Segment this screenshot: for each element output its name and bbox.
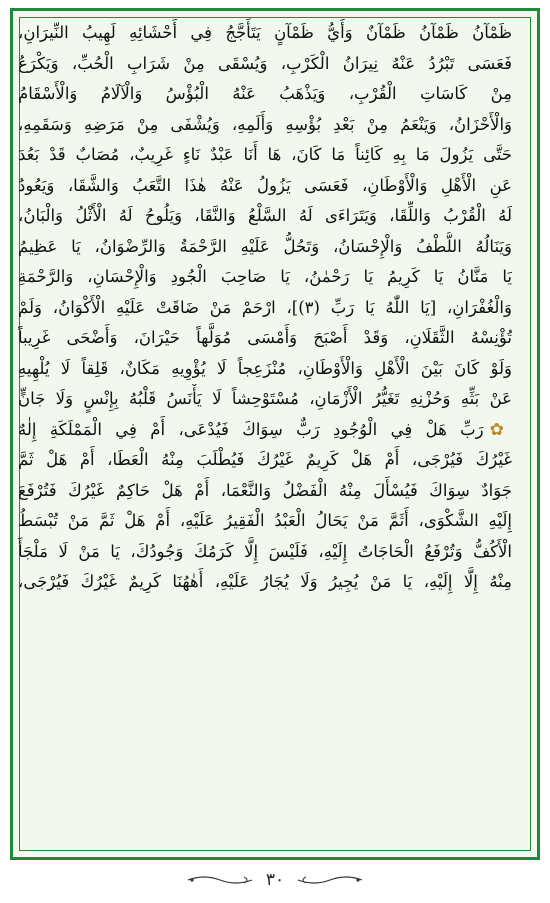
text-block	[18, 18, 512, 598]
text-line-19: مِنْهُ إِلَّا إِلَيْهِ، يَا مَنْ يُجِيرُ وَلَا يُجَارُ عَلَيْهِ، أَهٰهُنَا كَرِيمٌ غَيْرُكَ فَيُرْجَى،	[18, 572, 512, 591]
text-line-2: فَعَسَى تَبْرُدُ عَنْهُ نِيرَانُ الْكَرْبِ، وَيُسْقَى مِنْ شَرَابِ الْحُبِّ، وَيَكْرَعُ	[18, 53, 512, 73]
text-line-5: حَتَّى يَزُولَ مَا بِهِ كَائِناً مَا كَانَ، هَا أَنَا عَبْدٌ نَاءٍ غَرِيبٌ، مُصَابٌ قَدْ بَعُدَ	[18, 145, 512, 164]
text-line-6: عَنِ الْأَهْلِ وَالْأَوْطَانِ، فَعَسَى يَزُولُ عَنْهُ هٰذَا التَّعَبُ وَالشَّقَا، وَيَعُودُ	[18, 175, 512, 195]
text-line-9: يَا مَنَّانُ يَا كَرِيمُ يَا رَحْمٰنُ، يَا صَاحِبَ الْجُودِ وَالْإِحْسَانِ، وَالرَّحْمَةِ	[18, 267, 512, 286]
flower-marker-icon: ✿	[489, 419, 512, 440]
text-line-18: الْأَكُفُّ وَتُرْفَعُ الْحَاجَاتُ إِلَيْهِ، فَلَيْسَ إِلَّا كَرَمُكَ وَجُودُكَ، يَا مَنْ لَا مَلْجَأَ	[18, 541, 512, 561]
text-line-12: وَلَوْ كَانَ بَيْنَ الْأَهْلِ وَالْأَوْطَانِ، مُنْزَعِجاً لَا يُؤْوِيهِ مَكَانٌ، قَلِقاً لَا يُلْهِيهِ	[18, 358, 512, 378]
text-line-8: وَيَنَالُهُ اللُّطْفُ وَالْإِحْسَانُ، وَتَحُلُّ عَلَيْهِ الرَّحْمَةُ وَالرِّضْوَانُ، يَا عَظِيمُ	[18, 236, 512, 256]
page-footer	[0, 865, 550, 895]
text-line-13: عَنْ بَثِّهِ وَحُزْنِهِ تَغَيُّرُ الْأَزْمَانِ، مُسْتَوْحِشاً لَا يَأْنَسُ قَلْبُهُ بِإِنْسٍ وَلَا جَانٍّ	[18, 389, 512, 408]
footer-ornament-right-icon	[294, 873, 364, 887]
text-line-17: إِلَيْهِ الشَّكْوَى، أَثَمَّ مَنْ يَحَالُ الْعَبْدُ الْفَقِيرُ عَلَيْهِ، أَمْ هَلْ ثَمَّ مَنْ تُبْسَطُ	[18, 511, 512, 530]
text-line-11: تُؤْنِسْهُ الثَّقَلَانِ، وَقَدْ أَصْبَحَ وَأَمْسَى مُوَلَّهاً حَيْرَانَ، وَأَضْحَى غَرِيباً	[18, 328, 512, 347]
text-line-10: وَالْغُفْرَانِ، [يَا اللّٰهُ يَا رَبِّ (٣)]، ارْحَمْ مَنْ ضَاقَتْ عَلَيْهِ الْأَكْوَانُ، وَلَمْ	[18, 297, 512, 317]
page-number: ٣٠	[265, 870, 285, 890]
text-line-16: جَوَادٌ سِوَاكَ فَيُسْأَلَ مِنْهُ الْفَضْلُ وَالنَّعْمَا، أَمْ هَلْ حَاكِمٌ غَيْرُكَ فَتُرْفَعَ	[18, 480, 512, 500]
text-line-15: غَيْرُكَ فَيُرْجَى، أَمْ هَلْ كَرِيمٌ غَيْرُكَ فَيُطْلَبَ مِنْهُ الْعَطَا، أَمْ هَلْ ثَمَّ	[18, 450, 512, 469]
text-line-14	[18, 415, 512, 446]
text-line-7: لَهُ الْقُرْبُ وَاللِّقَا، وَيَتَرَاءَى لَهُ السَّلْعُ وَالنَّقَا، وَيَلُوحُ لَهُ الْأَثْلُ وَالْبَانُ،	[18, 206, 512, 225]
text-line-1: ظَمْآنُ ظَمْآنُ ظَمْآنٌ وَأَيُّ ظَمْآنٍ يَتَأَجَّجُ فِي أَحْشَائِهِ لَهِيبُ النِّيرَانِ،	[18, 23, 512, 42]
footer-ornament-left-icon	[186, 873, 256, 887]
text-line-4: وَالْأَحْزَانُ، وَيَنْعَمُ مِنْ بَعْدِ بُؤْسِهِ وَأَلَمِهِ، وَيُشْفَى مِنْ مَرَضِهِ وَسَقَمِهِ،	[18, 114, 512, 134]
text-line-14-content: رَبِّ هَلْ فِي الْوُجُودِ رَبٌّ سِوَاكَ فَيُدْعَى، أَمْ فِي الْمَمْلَكَةِ إِلٰهٌ	[18, 419, 484, 439]
text-line-3: مِنْ كَاسَاتِ الْقُرْبِ، وَيَذْهَبُ عَنْهُ الْبُؤْسُ وَالْآلَامُ وَالْأَسْقَامُ	[18, 84, 512, 103]
